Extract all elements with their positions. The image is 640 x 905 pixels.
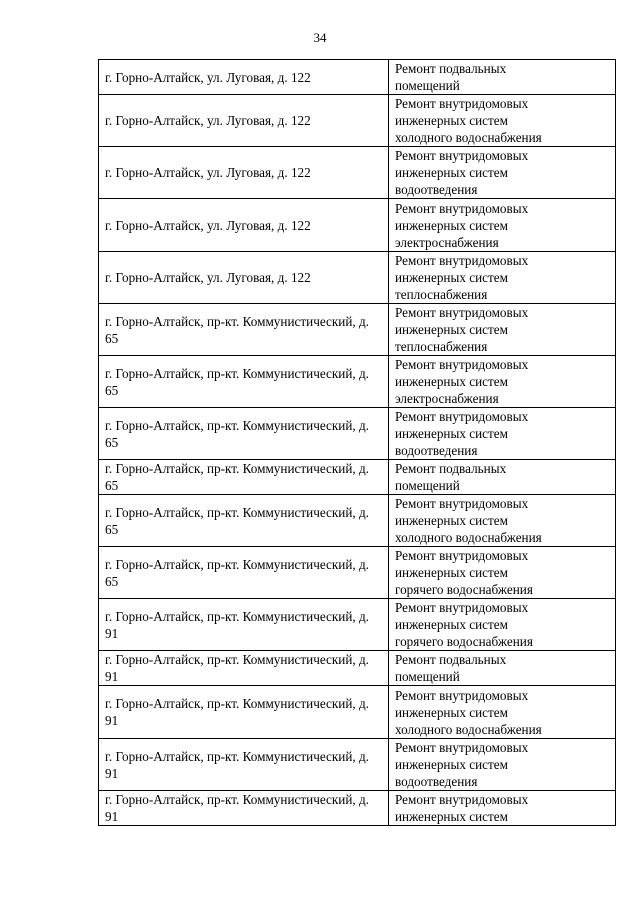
- work-type-line: инженерных систем: [395, 809, 508, 824]
- address-cell: г. Горно-Алтайск, ул. Луговая, д. 122: [99, 199, 389, 252]
- address-cell: г. Горно-Алтайск, ул. Луговая, д. 122: [99, 252, 389, 304]
- address-cell: г. Горно-Алтайск, пр-кт. Коммунистический, д. 65: [99, 304, 389, 356]
- work-type-line: Ремонт внутридомовых: [395, 200, 529, 216]
- work-type-line: теплоснабжения: [395, 287, 488, 302]
- work-type-line: водоотведения: [395, 182, 478, 197]
- work-type-line: инженерных систем: [395, 757, 508, 772]
- work-type-line: Ремонт внутридомовых: [395, 687, 529, 703]
- address-cell: г. Горно-Алтайск, пр-кт. Коммунистический, д. 91: [99, 599, 389, 651]
- work-type-line: водоотведения: [395, 443, 478, 458]
- work-type-line: Ремонт внутридомовых: [395, 792, 529, 807]
- work-type-cell: [389, 60, 616, 95]
- address-cell: г. Горно-Алтайск, пр-кт. Коммунистический, д. 65: [99, 356, 389, 408]
- table-row: [99, 408, 616, 460]
- work-type-line: Ремонт внутридомовых: [395, 148, 529, 163]
- work-type-line: инженерных систем: [395, 322, 508, 337]
- work-type-cell: [389, 304, 616, 356]
- table-row: [99, 147, 616, 199]
- address-cell: г. Горно-Алтайск, пр-кт. Коммунистический, д. 91: [99, 739, 389, 791]
- address-cell: г. Горно-Алтайск, пр-кт. Коммунистический, д. 91: [99, 651, 389, 686]
- work-type-line: инженерных систем: [395, 374, 508, 389]
- work-type-line: Ремонт внутридомовых: [395, 357, 529, 372]
- work-type-cell: [389, 252, 616, 304]
- work-type-cell: [389, 147, 616, 199]
- table-row: [99, 304, 616, 356]
- work-type-line: холодного водоснабжения: [395, 130, 542, 145]
- work-type-cell: [389, 651, 616, 686]
- work-type-line: помещений: [395, 478, 460, 493]
- address-cell: г. Горно-Алтайск, ул. Луговая, д. 122: [99, 60, 389, 95]
- table-row: [99, 460, 616, 495]
- work-type-cell: [389, 408, 616, 460]
- work-type-line: инженерных систем: [395, 113, 508, 128]
- works-table-body: [99, 60, 616, 826]
- work-type-line: электроснабжения: [395, 234, 499, 250]
- work-type-line: Ремонт внутридомовых: [395, 305, 529, 320]
- table-row: [99, 739, 616, 791]
- work-type-cell: [389, 95, 616, 147]
- works-table: [98, 59, 616, 826]
- table-row: [99, 651, 616, 686]
- table-row: [99, 547, 616, 599]
- work-type-line: помещений: [395, 669, 460, 684]
- address-cell: г. Горно-Алтайск, пр-кт. Коммунистический, д. 65: [99, 495, 389, 547]
- table-row: [99, 495, 616, 547]
- work-type-cell: [389, 356, 616, 408]
- work-type-line: холодного водоснабжения: [395, 530, 542, 545]
- work-type-line: инженерных систем: [395, 270, 508, 285]
- work-type-line: помещений: [395, 78, 460, 93]
- work-type-cell: [389, 739, 616, 791]
- page-number: 34: [313, 30, 327, 45]
- work-type-line: инженерных систем: [395, 617, 508, 632]
- work-type-line: горячего водоснабжения: [395, 634, 533, 649]
- address-cell: г. Горно-Алтайск, ул. Луговая, д. 122: [99, 95, 389, 147]
- address-cell: г. Горно-Алтайск, ул. Луговая, д. 122: [99, 147, 389, 199]
- work-type-cell: [389, 547, 616, 599]
- work-type-line: инженерных систем: [395, 513, 508, 528]
- work-type-line: Ремонт подвальных: [395, 652, 507, 667]
- work-type-line: Ремонт подвальных: [395, 461, 507, 476]
- work-type-line: Ремонт внутридомовых: [395, 496, 529, 511]
- work-type-line: водоотведения: [395, 774, 478, 789]
- work-type-line: Ремонт внутридомовых: [395, 409, 529, 424]
- work-type-line: инженерных систем: [395, 426, 508, 441]
- work-type-cell: [389, 460, 616, 495]
- work-type-line: Ремонт подвальных: [395, 61, 507, 76]
- address-cell: г. Горно-Алтайск, пр-кт. Коммунистический, д. 91: [99, 686, 389, 739]
- table-row: [99, 356, 616, 408]
- work-type-line: теплоснабжения: [395, 339, 488, 354]
- work-type-cell: [389, 686, 616, 739]
- work-type-cell: [389, 199, 616, 252]
- work-type-line: электроснабжения: [395, 391, 499, 406]
- address-cell: г. Горно-Алтайск, пр-кт. Коммунистический, д. 65: [99, 408, 389, 460]
- table-row: [99, 252, 616, 304]
- work-type-cell: [389, 599, 616, 651]
- table-row: [99, 791, 616, 826]
- work-type-cell: [389, 791, 616, 826]
- work-type-line: Ремонт внутридомовых: [395, 600, 529, 615]
- work-type-line: Ремонт внутридомовых: [395, 253, 529, 268]
- table-row: [99, 599, 616, 651]
- work-type-line: холодного водоснабжения: [395, 721, 542, 737]
- table-row: [99, 686, 616, 739]
- work-type-line: инженерных систем: [395, 217, 508, 233]
- address-cell: г. Горно-Алтайск, пр-кт. Коммунистический, д. 91: [99, 791, 389, 826]
- work-type-line: Ремонт внутридомовых: [395, 96, 529, 111]
- address-cell: г. Горно-Алтайск, пр-кт. Коммунистический, д. 65: [99, 460, 389, 495]
- work-type-line: горячего водоснабжения: [395, 582, 533, 597]
- work-type-line: Ремонт внутридомовых: [395, 548, 529, 563]
- table-row: [99, 60, 616, 95]
- address-cell: г. Горно-Алтайск, пр-кт. Коммунистический, д. 65: [99, 547, 389, 599]
- table-row: [99, 95, 616, 147]
- work-type-line: инженерных систем: [395, 565, 508, 580]
- work-type-line: Ремонт внутридомовых: [395, 740, 529, 755]
- work-type-line: инженерных систем: [395, 704, 508, 720]
- work-type-cell: [389, 495, 616, 547]
- table-row: [99, 199, 616, 252]
- work-type-line: инженерных систем: [395, 165, 508, 180]
